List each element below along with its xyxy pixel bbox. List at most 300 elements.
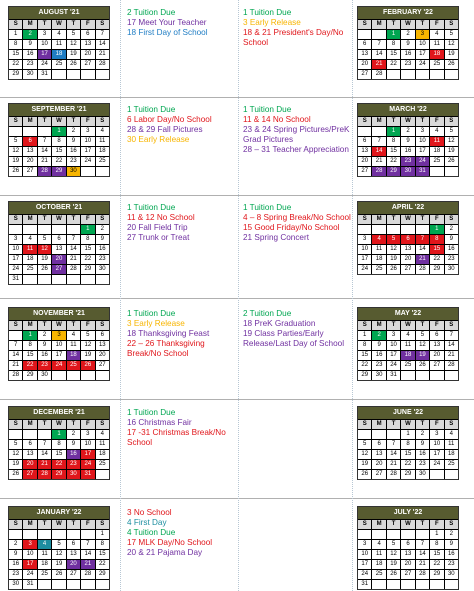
month-calendar-jun22 — [357, 406, 459, 480]
day-cell: 12 — [445, 137, 458, 146]
event-day-cell: 3 — [52, 331, 65, 340]
weekday-header: T — [387, 215, 400, 224]
empty-day-cell — [96, 167, 109, 176]
day-cell: 3 — [81, 127, 94, 136]
event-day-cell: 7 — [416, 235, 429, 244]
day-cell: 18 — [372, 255, 385, 264]
day-cell: 10 — [81, 440, 94, 449]
day-cell: 17 — [416, 147, 429, 156]
day-cell: 4 — [52, 30, 65, 39]
event-note: 11 & 12 No School — [127, 213, 195, 222]
day-cell: 28 — [416, 265, 429, 274]
day-cell: 10 — [416, 40, 429, 49]
weekday-header: T — [387, 20, 400, 29]
day-cell: 2 — [445, 225, 458, 234]
weekday-header: S — [96, 117, 109, 126]
day-cell: 19 — [445, 50, 458, 59]
event-day-cell: 2 — [23, 30, 36, 39]
day-cell: 11 — [401, 341, 414, 350]
day-cell: 16 — [401, 50, 414, 59]
day-cell: 9 — [401, 40, 414, 49]
weekday-header: T — [416, 20, 429, 29]
weekday-header: M — [23, 520, 36, 529]
empty-day-cell — [52, 70, 65, 79]
day-cell: 9 — [401, 137, 414, 146]
weekday-header: T — [416, 117, 429, 126]
event-note: 28 & 29 Fall Pictures — [127, 125, 203, 134]
weekday-header: S — [445, 520, 458, 529]
day-cell: 18 — [445, 450, 458, 459]
day-cell: 13 — [372, 450, 385, 459]
day-cell: 26 — [445, 60, 458, 69]
empty-day-cell — [38, 430, 51, 439]
weekday-header: W — [401, 321, 414, 330]
day-cell: 15 — [387, 147, 400, 156]
empty-day-cell — [387, 430, 400, 439]
day-cell: 25 — [38, 570, 51, 579]
day-cell: 23 — [445, 560, 458, 569]
day-cell: 14 — [416, 245, 429, 254]
day-cell: 10 — [81, 137, 94, 146]
day-cell: 23 — [96, 255, 109, 264]
day-cell: 5 — [445, 30, 458, 39]
empty-day-cell — [96, 70, 109, 79]
column-guide — [120, 0, 121, 591]
event-note: 4 Tuition Due — [127, 528, 176, 537]
event-day-cell: 6 — [23, 137, 36, 146]
day-cell: 4 — [67, 331, 80, 340]
weekday-header: S — [358, 420, 371, 429]
month-grid — [358, 321, 458, 380]
weekday-header: T — [387, 117, 400, 126]
weekday-header: F — [430, 117, 443, 126]
weekday-header: W — [401, 215, 414, 224]
weekday-header: M — [23, 321, 36, 330]
day-cell: 9 — [23, 40, 36, 49]
events-list-left — [127, 8, 237, 38]
day-cell: 24 — [430, 460, 443, 469]
day-cell: 3 — [358, 540, 371, 549]
events-list-left — [127, 105, 237, 145]
event-day-cell: 15 — [430, 245, 443, 254]
weekday-header: T — [416, 420, 429, 429]
weekday-header: W — [401, 420, 414, 429]
day-cell: 28 — [81, 570, 94, 579]
day-cell: 25 — [430, 157, 443, 166]
weekday-header: M — [372, 215, 385, 224]
day-cell: 1 — [96, 530, 109, 539]
empty-day-cell — [387, 530, 400, 539]
day-cell: 11 — [67, 341, 80, 350]
empty-day-cell — [9, 127, 22, 136]
month-calendar-oct21 — [8, 201, 110, 285]
weekday-header: T — [38, 321, 51, 330]
day-cell: 29 — [401, 470, 414, 479]
empty-day-cell — [96, 470, 109, 479]
day-cell: 7 — [9, 341, 22, 350]
event-note: 11 & 14 No School — [243, 115, 311, 124]
weekday-header: F — [81, 215, 94, 224]
day-cell: 25 — [401, 361, 414, 370]
day-cell: 29 — [81, 265, 94, 274]
day-cell: 27 — [96, 361, 109, 370]
event-day-cell: 8 — [430, 235, 443, 244]
event-note: 6 Labor Day/No School — [127, 115, 212, 124]
event-note: 1 Tuition Due — [243, 203, 292, 212]
day-cell: 2 — [416, 430, 429, 439]
event-note: 19 Class Parties/Early Release/Last Day of School — [243, 329, 345, 348]
event-note: 3 Early Release — [243, 18, 301, 27]
empty-day-cell — [372, 430, 385, 439]
weekday-header: S — [445, 420, 458, 429]
month-calendar-dec21 — [8, 406, 110, 480]
month-calendar-mar22 — [357, 103, 459, 177]
day-cell: 15 — [387, 50, 400, 59]
weekday-header: M — [372, 420, 385, 429]
event-note: 17 Meet Your Teacher — [127, 18, 207, 27]
weekday-header: F — [81, 420, 94, 429]
day-cell: 4 — [401, 331, 414, 340]
day-cell: 24 — [81, 157, 94, 166]
empty-day-cell — [416, 70, 429, 79]
day-cell: 1 — [9, 30, 22, 39]
day-cell: 31 — [358, 580, 371, 589]
day-cell: 12 — [358, 450, 371, 459]
events-list-left — [127, 408, 237, 448]
event-note: 3 Early Release — [127, 319, 185, 328]
event-day-cell: 18 — [401, 351, 414, 360]
day-cell: 2 — [67, 430, 80, 439]
events-list-left — [127, 508, 237, 558]
month-calendar-nov21 — [8, 307, 110, 381]
day-cell: 20 — [358, 60, 371, 69]
day-cell: 27 — [401, 265, 414, 274]
day-cell: 2 — [401, 30, 414, 39]
day-cell: 18 — [430, 147, 443, 156]
day-cell: 8 — [387, 40, 400, 49]
empty-day-cell — [358, 530, 371, 539]
empty-day-cell — [401, 70, 414, 79]
month-title: MAY '22 — [358, 308, 458, 321]
day-cell: 4 — [372, 540, 385, 549]
event-day-cell: 17 — [38, 50, 51, 59]
event-day-cell: 21 — [416, 255, 429, 264]
section-divider — [0, 97, 474, 98]
weekday-header: S — [358, 520, 371, 529]
event-note: 3 No School — [127, 508, 172, 517]
weekday-header: M — [372, 20, 385, 29]
day-cell: 11 — [38, 550, 51, 559]
day-cell: 8 — [52, 440, 65, 449]
events-list-right — [243, 8, 353, 48]
event-day-cell: 25 — [67, 361, 80, 370]
weekday-header: F — [430, 520, 443, 529]
month-title: JULY '22 — [358, 507, 458, 520]
event-day-cell: 20 — [52, 255, 65, 264]
event-day-cell: 22 — [23, 361, 36, 370]
day-cell: 11 — [96, 137, 109, 146]
weekday-header: S — [9, 520, 22, 529]
day-cell: 2 — [9, 540, 22, 549]
day-cell: 26 — [67, 60, 80, 69]
month-grid — [358, 117, 458, 176]
empty-day-cell — [445, 371, 458, 380]
day-cell: 24 — [9, 265, 22, 274]
day-cell: 26 — [38, 265, 51, 274]
day-cell: 14 — [81, 550, 94, 559]
event-day-cell: 31 — [416, 167, 429, 176]
day-cell: 27 — [67, 570, 80, 579]
day-cell: 3 — [38, 30, 51, 39]
day-cell: 19 — [67, 50, 80, 59]
day-cell: 20 — [372, 460, 385, 469]
empty-day-cell — [9, 225, 22, 234]
event-day-cell: 14 — [372, 147, 385, 156]
day-cell: 14 — [96, 40, 109, 49]
day-cell: 18 — [23, 255, 36, 264]
day-cell: 9 — [445, 540, 458, 549]
day-cell: 13 — [23, 147, 36, 156]
event-day-cell: 4 — [38, 540, 51, 549]
day-cell: 27 — [430, 361, 443, 370]
day-cell: 7 — [387, 440, 400, 449]
day-cell: 26 — [416, 361, 429, 370]
day-cell: 17 — [387, 351, 400, 360]
day-cell: 3 — [358, 235, 371, 244]
day-cell: 19 — [387, 255, 400, 264]
weekday-header: W — [52, 215, 65, 224]
event-day-cell: 1 — [52, 430, 65, 439]
day-cell: 9 — [372, 341, 385, 350]
empty-day-cell — [430, 70, 443, 79]
day-cell: 30 — [372, 371, 385, 380]
day-cell: 16 — [96, 245, 109, 254]
day-cell: 7 — [416, 540, 429, 549]
day-cell: 2 — [445, 530, 458, 539]
day-cell: 27 — [81, 60, 94, 69]
event-note: 18 Thanksgiving Feast — [127, 329, 210, 338]
month-grid — [9, 20, 109, 79]
month-title: AUGUST '21 — [9, 7, 109, 20]
day-cell: 2 — [96, 225, 109, 234]
day-cell: 28 — [96, 60, 109, 69]
day-cell: 9 — [445, 235, 458, 244]
day-cell: 19 — [9, 460, 22, 469]
day-cell: 26 — [9, 470, 22, 479]
day-cell: 20 — [23, 157, 36, 166]
day-cell: 21 — [387, 460, 400, 469]
event-note: 17 MLK Day/No School — [127, 538, 213, 547]
weekday-header: T — [38, 520, 51, 529]
day-cell: 16 — [9, 560, 22, 569]
day-cell: 14 — [372, 50, 385, 59]
empty-day-cell — [67, 70, 80, 79]
day-cell: 11 — [96, 440, 109, 449]
day-cell: 4 — [96, 430, 109, 439]
empty-day-cell — [387, 225, 400, 234]
event-day-cell: 24 — [416, 157, 429, 166]
day-cell: 28 — [9, 371, 22, 380]
day-cell: 9 — [416, 440, 429, 449]
weekday-header: F — [430, 420, 443, 429]
weekday-header: T — [67, 420, 80, 429]
empty-day-cell — [96, 275, 109, 284]
empty-day-cell — [372, 530, 385, 539]
weekday-header: M — [372, 520, 385, 529]
event-note: 30 Early Release — [127, 135, 190, 144]
weekday-header: W — [52, 117, 65, 126]
day-cell: 12 — [9, 450, 22, 459]
event-day-cell: 11 — [430, 137, 443, 146]
empty-day-cell — [52, 580, 65, 589]
day-cell: 15 — [52, 147, 65, 156]
empty-day-cell — [416, 371, 429, 380]
day-cell: 22 — [387, 60, 400, 69]
day-cell: 10 — [38, 40, 51, 49]
day-cell: 20 — [358, 157, 371, 166]
empty-day-cell — [358, 225, 371, 234]
day-cell: 28 — [445, 361, 458, 370]
day-cell: 19 — [387, 560, 400, 569]
event-day-cell: 1 — [387, 30, 400, 39]
day-cell: 21 — [416, 560, 429, 569]
day-cell: 4 — [430, 30, 443, 39]
day-cell: 12 — [52, 550, 65, 559]
day-cell: 4 — [23, 235, 36, 244]
event-day-cell: 1 — [23, 331, 36, 340]
day-cell: 8 — [387, 137, 400, 146]
event-day-cell: 28 — [38, 470, 51, 479]
month-grid — [9, 215, 109, 284]
empty-day-cell — [96, 371, 109, 380]
weekday-header: S — [445, 117, 458, 126]
empty-day-cell — [52, 275, 65, 284]
day-cell: 21 — [445, 351, 458, 360]
day-cell: 29 — [430, 265, 443, 274]
day-cell: 19 — [358, 460, 371, 469]
month-title: DECEMBER '21 — [9, 407, 109, 420]
event-day-cell: 28 — [38, 167, 51, 176]
weekday-header: S — [445, 321, 458, 330]
day-cell: 14 — [38, 450, 51, 459]
event-note: 28 – 31 Teacher Appreciation — [243, 145, 349, 154]
day-cell: 5 — [416, 331, 429, 340]
event-note: 18 First Day of School — [127, 28, 208, 37]
day-cell: 2 — [38, 331, 51, 340]
day-cell: 7 — [372, 40, 385, 49]
day-cell: 6 — [67, 540, 80, 549]
events-list-left — [127, 309, 237, 359]
day-cell: 8 — [358, 341, 371, 350]
day-cell: 2 — [401, 127, 414, 136]
weekday-header: T — [67, 321, 80, 330]
day-cell: 27 — [401, 570, 414, 579]
weekday-header: S — [9, 321, 22, 330]
weekday-header: F — [430, 321, 443, 330]
day-cell: 5 — [9, 137, 22, 146]
day-cell: 14 — [9, 351, 22, 360]
event-day-cell: 30 — [67, 470, 80, 479]
day-cell: 21 — [372, 157, 385, 166]
day-cell: 30 — [38, 371, 51, 380]
event-note: 15 Good Friday/No School — [243, 223, 340, 232]
empty-day-cell — [81, 580, 94, 589]
event-day-cell: 1 — [52, 127, 65, 136]
day-cell: 7 — [445, 331, 458, 340]
month-title: MARCH '22 — [358, 104, 458, 117]
day-cell: 6 — [401, 540, 414, 549]
event-day-cell: 2 — [372, 331, 385, 340]
day-cell: 1 — [358, 331, 371, 340]
day-cell: 7 — [38, 440, 51, 449]
empty-day-cell — [67, 580, 80, 589]
day-cell: 6 — [430, 331, 443, 340]
empty-day-cell — [401, 371, 414, 380]
day-cell: 28 — [67, 265, 80, 274]
day-cell: 12 — [387, 550, 400, 559]
weekday-header: W — [401, 117, 414, 126]
empty-day-cell — [387, 70, 400, 79]
event-note: 21 Spring Concert — [243, 233, 309, 242]
day-cell: 16 — [416, 450, 429, 459]
day-cell: 4 — [430, 127, 443, 136]
day-cell: 11 — [372, 245, 385, 254]
empty-day-cell — [372, 127, 385, 136]
day-cell: 26 — [387, 265, 400, 274]
event-day-cell: 16 — [67, 450, 80, 459]
empty-day-cell — [67, 275, 80, 284]
weekday-header: T — [67, 520, 80, 529]
empty-day-cell — [81, 70, 94, 79]
day-cell: 21 — [67, 255, 80, 264]
event-day-cell: 18 — [52, 50, 65, 59]
day-cell: 25 — [96, 460, 109, 469]
weekday-header: S — [445, 20, 458, 29]
day-cell: 4 — [445, 430, 458, 439]
day-cell: 19 — [445, 147, 458, 156]
day-cell: 15 — [430, 550, 443, 559]
section-divider — [0, 498, 474, 499]
day-cell: 25 — [23, 265, 36, 274]
event-note: 1 Tuition Due — [127, 203, 176, 212]
day-cell: 23 — [445, 255, 458, 264]
day-cell: 15 — [96, 550, 109, 559]
day-cell: 18 — [96, 450, 109, 459]
weekday-header: S — [96, 420, 109, 429]
month-title: FEBRUARY '22 — [358, 7, 458, 20]
day-cell: 11 — [372, 550, 385, 559]
empty-day-cell — [52, 225, 65, 234]
weekday-header: W — [401, 520, 414, 529]
day-cell: 14 — [445, 341, 458, 350]
day-cell: 30 — [23, 70, 36, 79]
event-day-cell: 21 — [372, 60, 385, 69]
month-calendar-may22 — [357, 307, 459, 381]
empty-day-cell — [67, 225, 80, 234]
weekday-header: T — [38, 215, 51, 224]
day-cell: 12 — [387, 245, 400, 254]
day-cell: 5 — [38, 235, 51, 244]
event-day-cell: 1 — [81, 225, 94, 234]
day-cell: 28 — [416, 570, 429, 579]
month-calendar-jul22 — [357, 506, 459, 590]
day-cell: 28 — [387, 470, 400, 479]
day-cell: 1 — [401, 430, 414, 439]
day-cell: 22 — [401, 460, 414, 469]
day-cell: 15 — [9, 50, 22, 59]
day-cell: 26 — [52, 570, 65, 579]
day-cell: 12 — [9, 147, 22, 156]
